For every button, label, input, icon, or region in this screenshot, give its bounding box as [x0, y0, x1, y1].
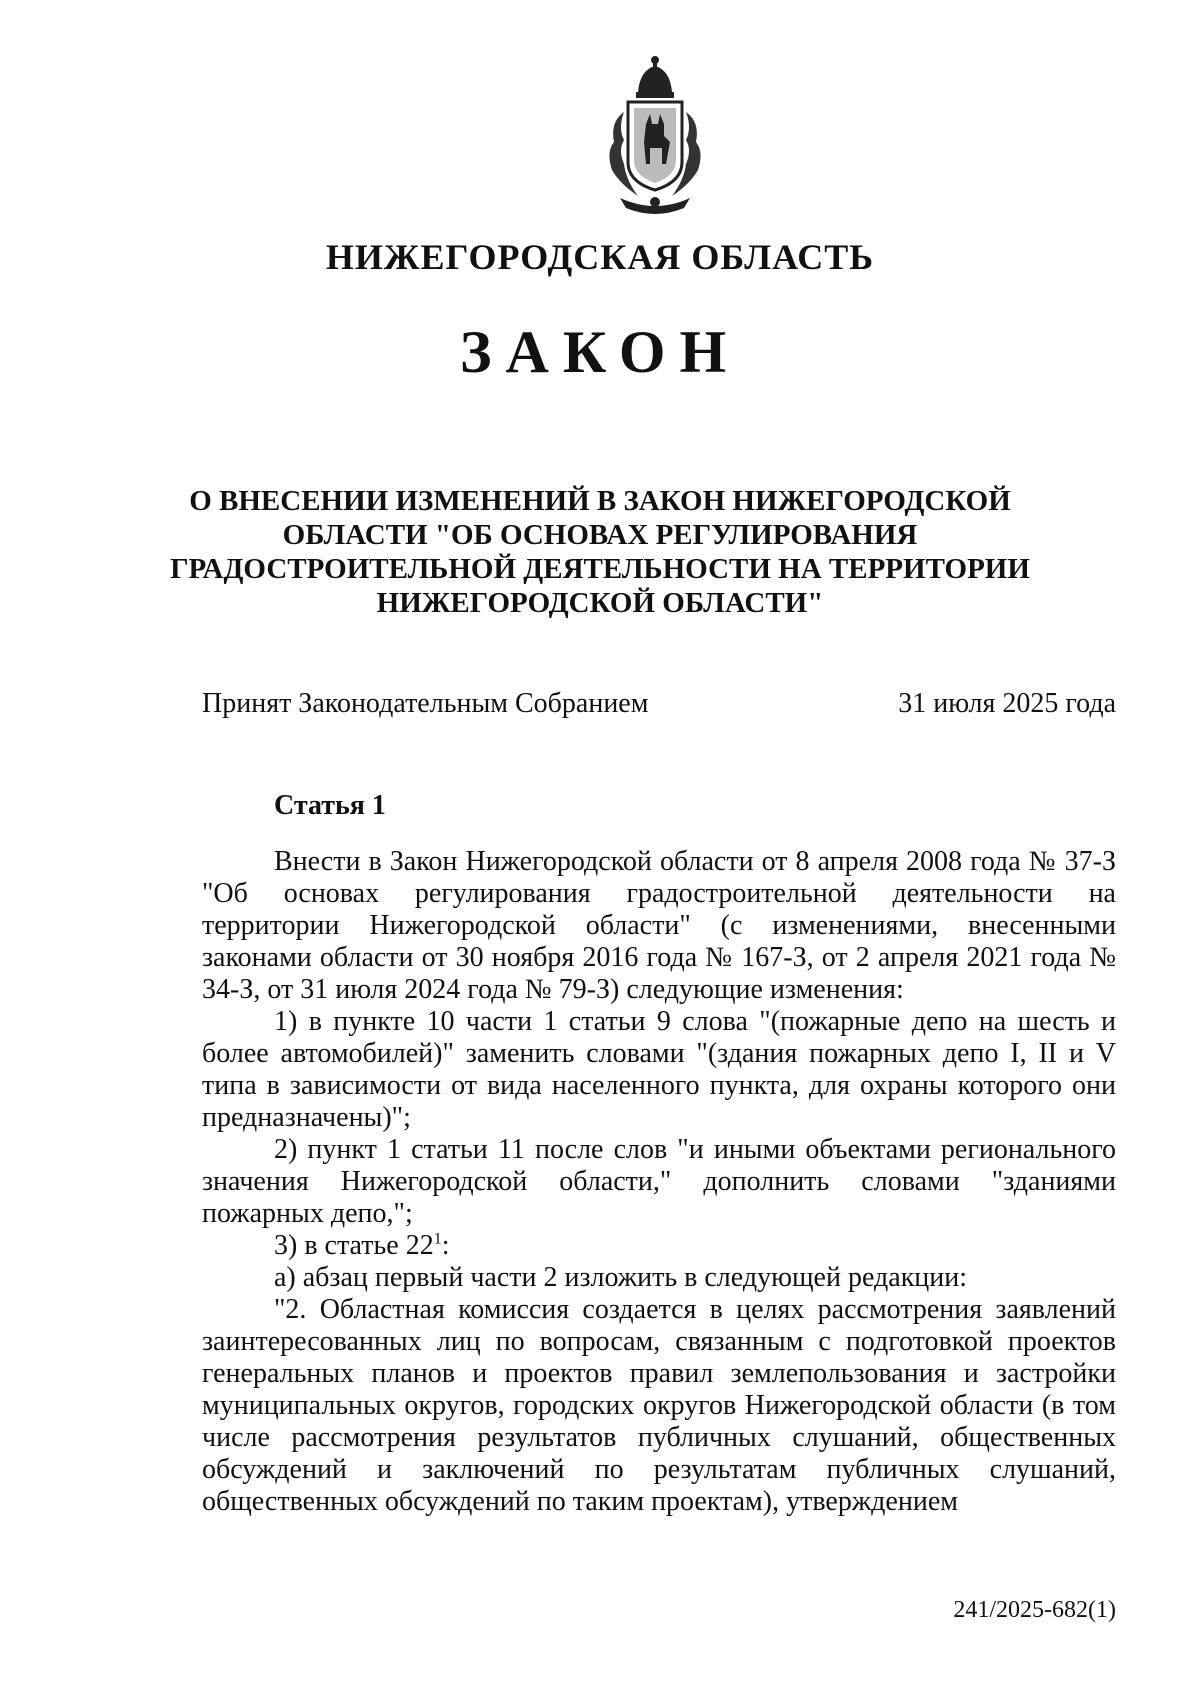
region-name: НИЖЕГОРОДСКАЯ ОБЛАСТЬ: [325, 237, 875, 277]
item3-text: 3) в статье 22: [274, 1230, 434, 1261]
article-paragraph: a) абзац первый части 2 изложить в следующей редакции:: [274, 1262, 968, 1293]
article-paragraph: 1) в пункте 10 части 1 статьи 9 слова "(пожарные депо на шесть и более автомобилей)" заменить словами "(здания пожарных депо I, II и V типа в зависимости от вида населенного пункта, для охраны которого они предназначены)";: [202, 1006, 1116, 1133]
document-type: ЗАКОН: [459, 319, 741, 385]
article-paragraph-item3: [202, 1230, 1116, 1262]
item3-superscript: 1: [433, 1230, 442, 1248]
adoption-line: [202, 688, 1116, 720]
law-title: О ВНЕСЕНИИ ИЗМЕНЕНИЙ В ЗАКОН НИЖЕГОРОДСКОЙ ОБЛАСТИ "ОБ ОСНОВАХ РЕГУЛИРОВАНИЯ ГРАДОСТРОИТЕЛЬНОЙ ДЕЯТЕЛЬНОСТИ НА ТЕРРИТОРИИ НИЖЕГОРОДСКОЙ ОБЛАСТИ": [170, 485, 1030, 619]
document-code: 241/2025-682(1): [953, 1597, 1116, 1623]
article-paragraph: "2. Областная комиссия создается в целях рассмотрения заявлений заинтересованных лиц по вопросам, связанным с подготовкой проектов генеральных планов и проектов правил землепользования и застройки муниципальных округов, городских округов Нижегородской области (в том числе рассмотрения результатов публичных слушаний, общественных обсуждений и заключений по результатам публичных слушаний, общественных обсуждений по таким проектам), утверждением: [202, 1294, 1116, 1517]
article-title: Статья 1: [274, 790, 386, 821]
article-paragraph: 2) пункт 1 статьи 11 после слов "и иными объектами регионального значения Нижегородской области," дополнить словами "зданиями пожарных депо,";: [202, 1134, 1116, 1229]
adoption-label: Принят Законодательным Собранием: [202, 688, 649, 719]
adoption-date: 31 июля 2025 года: [898, 688, 1116, 719]
article-body: [202, 846, 1116, 1518]
article-paragraph: Внести в Закон Нижегородской области от 8 апреля 2008 года № 37-З "Об основах регулирования градостроительной деятельности на территории Нижегородской области" (с изменениями, внесенными законами области от 30 ноября 2016 года № 167-З, от 2 апреля 2021 года № 34-З, от 31 июля 2024 года № 79-З) следующие изменения:: [202, 846, 1116, 1005]
coat-of-arms-icon: [580, 52, 730, 220]
item3-suffix: :: [441, 1230, 450, 1261]
